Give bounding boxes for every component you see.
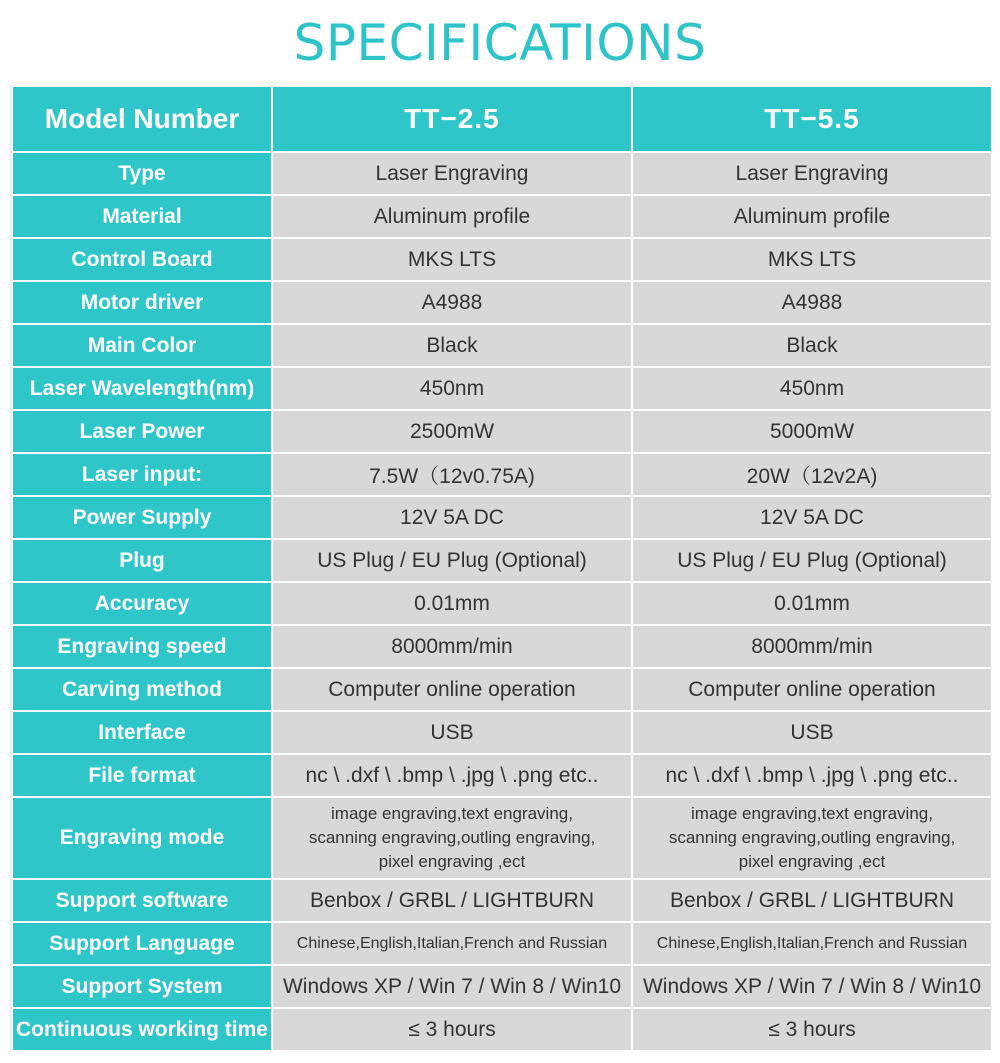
row-value-model-2: Benbox / GRBL / LIGHTBURN (632, 879, 992, 922)
table-row (12, 965, 992, 1008)
row-value-model-1: 8000mm/min (272, 625, 632, 668)
row-label: Interface (12, 711, 272, 754)
row-label: Support System (12, 965, 272, 1008)
table-row (12, 453, 992, 496)
table-row (12, 797, 992, 879)
table-row (12, 324, 992, 367)
spec-table-container (10, 85, 991, 1052)
row-value-model-2: Laser Engraving (632, 152, 992, 195)
table-row (12, 1008, 992, 1051)
row-label: Type (12, 152, 272, 195)
table-row (12, 410, 992, 453)
row-value-model-2: nc \ .dxf \ .bmp \ .jpg \ .png etc.. (632, 754, 992, 797)
row-value-model-1: MKS LTS (272, 238, 632, 281)
row-value-model-1: Windows XP / Win 7 / Win 8 / Win10 (272, 965, 632, 1008)
spec-table (11, 85, 993, 1052)
row-label: File format (12, 754, 272, 797)
row-value-model-1: ≤ 3 hours (272, 1008, 632, 1051)
row-label: Carving method (12, 668, 272, 711)
page-title: SPECIFICATIONS (293, 14, 707, 72)
header-model-number: Model Number (12, 86, 272, 152)
row-value-model-2: US Plug / EU Plug (Optional) (632, 539, 992, 582)
row-label: Continuous working time (12, 1008, 272, 1051)
row-value-model-1: Computer online operation (272, 668, 632, 711)
row-label: Power Supply (12, 496, 272, 539)
row-label: Engraving speed (12, 625, 272, 668)
row-value-model-1: image engraving,text engraving, scanning engraving,outling engraving, pixel engraving ,ect (272, 797, 632, 879)
row-value-model-1: USB (272, 711, 632, 754)
row-value-model-1: 12V 5A DC (272, 496, 632, 539)
row-value-model-2: image engraving,text engraving, scanning engraving,outling engraving, pixel engraving ,ect (632, 797, 992, 879)
row-label: Engraving mode (12, 797, 272, 879)
table-row (12, 238, 992, 281)
row-value-model-1: Laser Engraving (272, 152, 632, 195)
header-row (12, 86, 992, 152)
row-value-model-1: 450nm (272, 367, 632, 410)
row-label: Laser Power (12, 410, 272, 453)
table-row (12, 625, 992, 668)
table-row (12, 539, 992, 582)
row-value-model-2: 450nm (632, 367, 992, 410)
row-label: Motor driver (12, 281, 272, 324)
row-value-model-1: 2500mW (272, 410, 632, 453)
row-value-model-2: 12V 5A DC (632, 496, 992, 539)
header-model-1: TT−2.5 (272, 86, 632, 152)
row-value-model-2: 5000mW (632, 410, 992, 453)
row-value-model-1: Benbox / GRBL / LIGHTBURN (272, 879, 632, 922)
row-value-model-1: Black (272, 324, 632, 367)
row-value-model-1: Chinese,English,Italian,French and Russian (272, 922, 632, 965)
table-row (12, 922, 992, 965)
table-row (12, 711, 992, 754)
row-label: Accuracy (12, 582, 272, 625)
row-label: Material (12, 195, 272, 238)
row-value-model-1: 7.5W（12v0.75A) (272, 453, 632, 496)
row-value-model-2: Computer online operation (632, 668, 992, 711)
table-row (12, 152, 992, 195)
row-value-model-2: MKS LTS (632, 238, 992, 281)
row-label: Plug (12, 539, 272, 582)
row-label: Laser input: (12, 453, 272, 496)
row-value-model-2: 20W（12v2A) (632, 453, 992, 496)
row-label: Laser Wavelength(nm) (12, 367, 272, 410)
table-row (12, 195, 992, 238)
header-model-2: TT−5.5 (632, 86, 992, 152)
row-value-model-1: US Plug / EU Plug (Optional) (272, 539, 632, 582)
row-label: Main Color (12, 324, 272, 367)
row-value-model-2: Chinese,English,Italian,French and Russian (632, 922, 992, 965)
row-label: Support Language (12, 922, 272, 965)
row-value-model-2: Aluminum profile (632, 195, 992, 238)
row-value-model-2: 0.01mm (632, 582, 992, 625)
table-row (12, 582, 992, 625)
row-value-model-2: 8000mm/min (632, 625, 992, 668)
row-label: Control Board (12, 238, 272, 281)
row-value-model-2: A4988 (632, 281, 992, 324)
table-row (12, 879, 992, 922)
table-row (12, 367, 992, 410)
row-value-model-2: Black (632, 324, 992, 367)
table-row (12, 281, 992, 324)
row-label: Support software (12, 879, 272, 922)
row-value-model-1: Aluminum profile (272, 195, 632, 238)
table-row (12, 754, 992, 797)
row-value-model-2: Windows XP / Win 7 / Win 8 / Win10 (632, 965, 992, 1008)
row-value-model-2: USB (632, 711, 992, 754)
table-row (12, 496, 992, 539)
row-value-model-1: A4988 (272, 281, 632, 324)
table-row (12, 668, 992, 711)
row-value-model-2: ≤ 3 hours (632, 1008, 992, 1051)
row-value-model-1: 0.01mm (272, 582, 632, 625)
row-value-model-1: nc \ .dxf \ .bmp \ .jpg \ .png etc.. (272, 754, 632, 797)
